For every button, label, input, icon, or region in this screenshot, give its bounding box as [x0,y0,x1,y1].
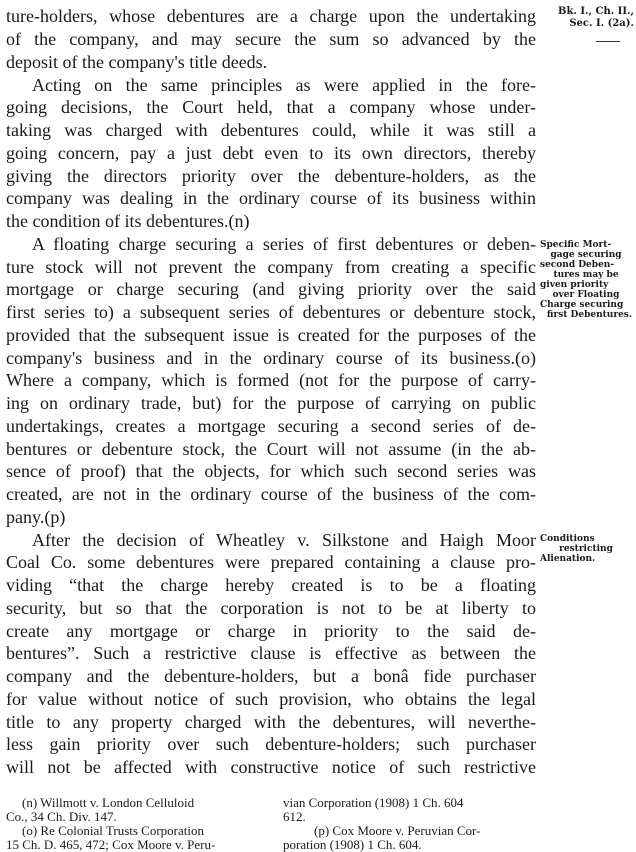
body-line: A floating charge securing a series of first debentures or deben- [32,234,536,254]
margin-note-line: gage securing [550,250,622,260]
body-line: company's business and in the ordinary course of its business.(o) [6,348,536,368]
margin-note-specific-mortgage [540,240,632,320]
body-line: provided that the subsequent issue is created for the purposes of the [6,325,536,345]
body-line: bentures or debenture stock, the Court will not assume (in the ab- [6,439,536,459]
body-line: Where a company, which is formed (not for the purpose of carry- [6,370,536,390]
body-line: created, are not in the ordinary course of the business of the com- [6,484,536,504]
margin-note-conditions [540,534,632,564]
section-reference-line: Bk. I., Ch. II., [558,6,634,17]
body-line: bentures”. Such a restrictive clause is effective as between the [6,643,536,663]
margin-note-line: Specific Mort- [540,240,612,250]
body-line: company was dealing in the ordinary course of its business within [6,188,536,208]
footnote-p-line: (p) Cox Moore v. Peruvian Cor- [314,823,481,838]
body-line: going decisions, the Court held, that a company whose under- [6,97,536,117]
body-line: title to any property charged with the debentures, will neverthe- [6,712,536,732]
margin-note-line: first Debentures. [546,310,632,320]
body-line: create any mortgage or charge in priority to the said de- [6,621,536,641]
body-line: ture-holders, whose debentures are a charge upon the undertaking [6,6,536,26]
footnote-o-line: 15 Ch. D. 465, 472; Cox Moore v. Peru- [6,837,216,852]
body-line: mortgage or charge securing (and giving priority over the said [6,279,536,299]
body-line: of the company, and may secure the sum so advanced by the [6,29,536,49]
body-line: deposit of the company's title deeds. [6,52,268,72]
margin-note-line: second Deben- [540,260,615,270]
body-line: will not be affected with constructive notice of such restrictive [6,757,536,777]
footnote-n-continued: 612. [283,809,306,824]
margin-note-line: given priority [540,280,609,290]
body-line: viding “that the charge hereby created is to be a floating [6,575,536,595]
footnote-o-line: (o) Re Colonial Trusts Corporation [22,823,205,838]
body-line: security, but so that the corporation is not to be at liberty to [6,598,536,618]
margin-note-line: restricting [559,544,613,554]
footnote-n-line: (n) Willmott v. London Celluloid [22,795,195,810]
margin-note-line: Conditions [540,534,595,544]
body-line: giving the directors priority over the debenture-holders, as the [6,166,536,186]
footnote-p-line: poration (1908) 1 Ch. 604. [283,837,422,852]
footnote-n-continued: vian Corporation (1908) 1 Ch. 604 [283,795,464,810]
margin-note-line: Alienation. [540,554,596,564]
section-reference [540,6,634,30]
body-line: undertakings, creates a mortgage securing a second series of de- [6,416,536,436]
body-line: ture stock will not prevent the company from creating a specific [6,257,536,277]
body-line: After the decision of Wheatley v. Silkstone and Haigh Moor [32,530,536,550]
margin-note-line: tures may be [553,270,619,280]
body-line: first series to) a subsequent series of debentures or debenture stock, [6,302,536,322]
margin-note-line: Charge securing [540,300,624,310]
body-line: company and the debenture-holders, but a bonâ fide purchaser [6,666,536,686]
body-line: ing on ordinary trade, but) for the purpose of carrying on public [6,393,536,413]
body-line: pany.(p) [6,507,66,527]
margin-note-line: over Floating [552,290,620,300]
body-line: less gain priority over such debenture-holders; such purchaser [6,734,536,754]
body-line: sence of proof) that the objects, for which such second series was [6,461,536,481]
body-line: going concern, pay a just debt even to its own directors, thereby [6,143,536,163]
body-line: Acting on the same principles as were applied in the fore- [32,75,536,95]
footnote-n-line: Co., 34 Ch. Div. 147. [6,809,117,824]
section-reference-line: Sec. I. (2a). [569,18,634,29]
body-line: Coal Co. some debentures were prepared containing a clause pro- [6,552,536,572]
reference-underline [596,41,620,42]
body-line: the condition of its debentures.(n) [6,211,250,231]
body-line: for value without notice of such provision, who obtains the legal [6,689,536,709]
body-line: taking was charged with debentures could, while it was still a [6,120,536,140]
